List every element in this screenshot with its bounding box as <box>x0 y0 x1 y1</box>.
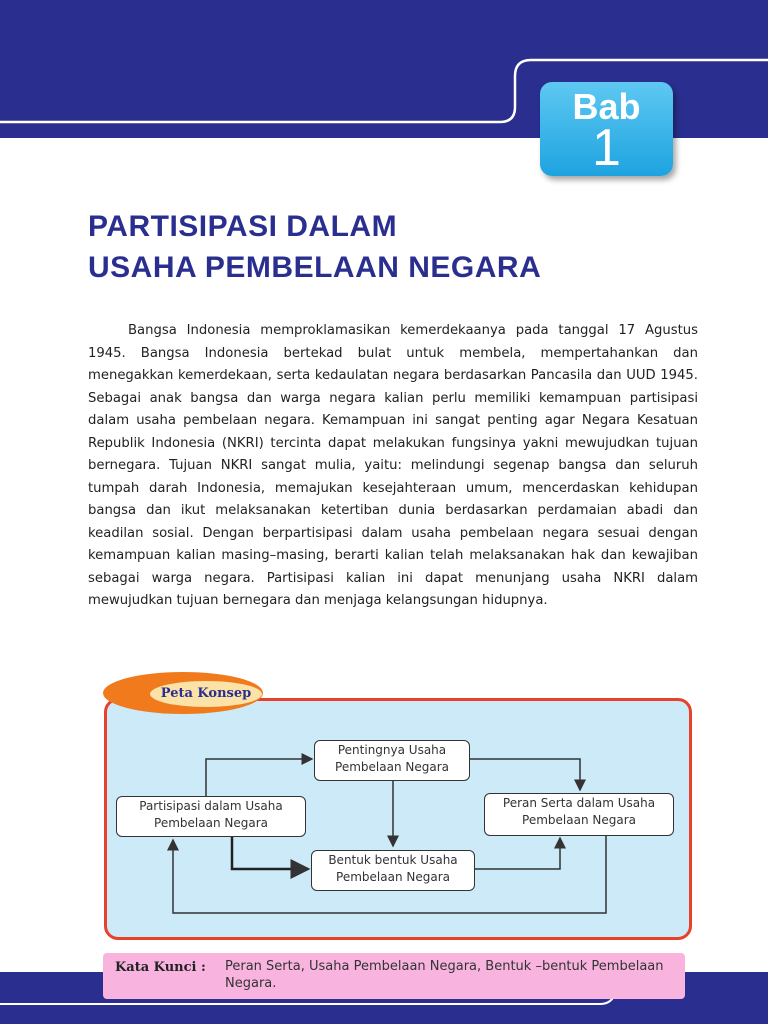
title-line-1: PARTISIPASI DALAM <box>88 210 398 243</box>
keywords-box <box>103 953 685 999</box>
node-role-line1: Peran Serta dalam Usaha <box>502 796 656 810</box>
concept-map-title: Peta Konsep <box>150 681 262 707</box>
keywords-label: Kata Kunci : <box>115 960 206 975</box>
node-participation <box>116 796 306 837</box>
node-participation-line2: Pembelaan Negara <box>154 816 268 830</box>
node-forms <box>311 850 475 891</box>
chapter-word: Bab <box>572 86 641 127</box>
intro-paragraph: Bangsa Indonesia memproklamasikan kemerdekaanya pada tanggal 17 Agustus 1945. Bangsa Indonesia bertekad bulat untuk membela, mempertahankan dan menegakkan kemerdekaan, serta kedaulatan negara berdasarkan Pancasila dan UUD 1945. Sebagai anak bangsa dan warga negara kalian perlu memiliki kemampuan partisipasi dalam usaha pembelaan negara. Kemampuan ini sangat penting agar Negara Kesatuan Republik Indonesia (NKRI) tercinta dapat melakukan fungsinya yakni mewujudkan tujuan bernegara. Tujuan NKRI sangat mulia, yaitu: melindungi segenap bangsa dan seluruh tumpah darah Indonesia, memajukan kesejahteraan umum, mencerdaskan kehidupan bangsa dan ikut melaksanakan ketertiban dunia berdasarkan perdamaian abadi dan keadilan sosial. Dengan berpartisipasi dalam usaha pembelaan negara sesuai dengan kemampuan kalian masing–masing, berarti kalian telah melaksanakan hak dan kewajiban sebagai warga negara. Partisipasi kalian ini dapat menunjang usaha NKRI dalam mewujudkan tujuan bernegara dan menjaga kelangsungan hidupnya. <box>88 323 698 608</box>
node-role <box>484 793 674 836</box>
keywords-text: Peran Serta, Usaha Pembelaan Negara, Bentuk –bentuk Pembelaan Negara. <box>225 959 664 991</box>
title-line-2: USAHA PEMBELAAN NEGARA <box>88 251 542 284</box>
node-role-line2: Pembelaan Negara <box>522 813 636 827</box>
node-importance-line1: Pentingnya Usaha <box>337 743 447 757</box>
node-participation-line1: Partisipasi dalam Usaha <box>139 799 283 813</box>
chapter-number: 1 <box>592 119 621 177</box>
node-importance-line2: Pembelaan Negara <box>335 760 449 774</box>
node-forms-line1: Bentuk bentuk Usaha <box>328 853 458 867</box>
node-forms-line2: Pembelaan Negara <box>336 870 450 884</box>
node-importance <box>314 740 470 781</box>
